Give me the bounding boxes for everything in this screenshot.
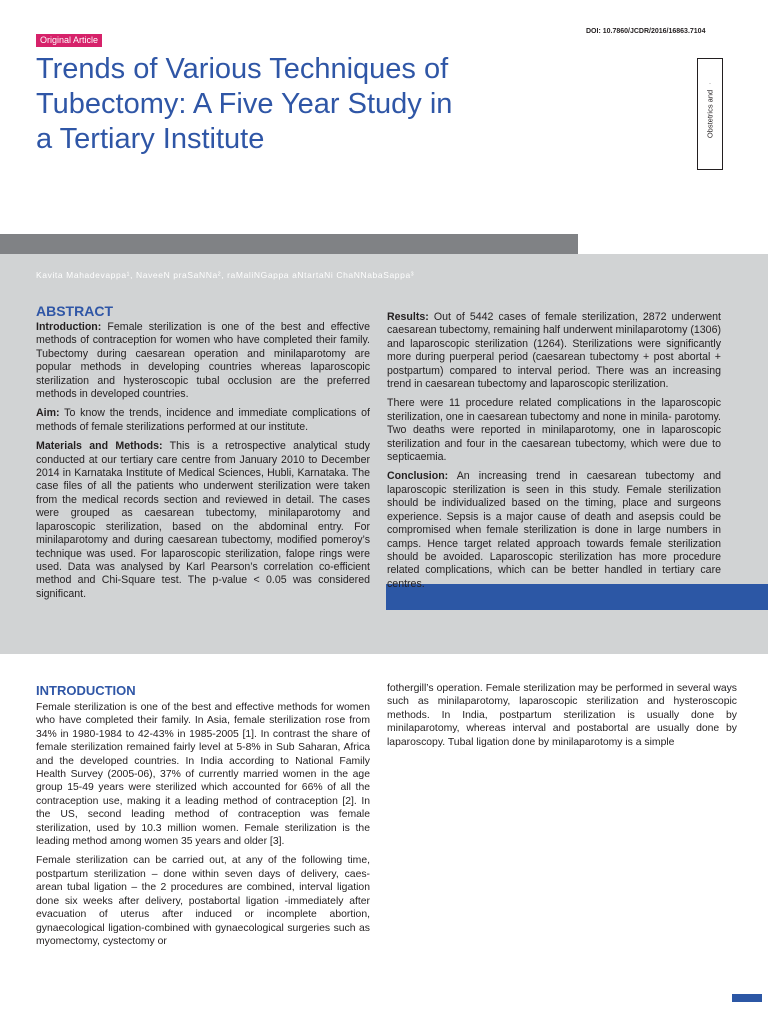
abstract-introduction <box>36 321 370 401</box>
introduction-right-column <box>387 682 737 755</box>
abstract-aim-label: Aim: <box>36 407 60 420</box>
header-divider-bar <box>0 234 578 254</box>
section-side-tab <box>697 58 723 170</box>
abstract-aim-text: To know the trends, incidence and immediate complications of methods of female sterilizations performed at our institute. <box>36 407 370 433</box>
abstract-introduction-text: Female sterilization is one of the best and effective methods of contraception for women who have completed their family. Tubectomy during caesarean operation and minilaparotomy are popular methods in developing countries whereas laparoscopic sterilization and hysteroscopic tubal occlusion are the preferred methods in developed countries. <box>36 321 370 401</box>
article-type-badge: Original Article <box>36 34 102 47</box>
abstract-results-label: Results: <box>387 311 429 323</box>
abstract-results <box>387 311 721 391</box>
introduction-paragraph-1: Female sterilization is one of the best and effective methods for women who have completed their family. In Asia, female sterilization rose from 34% in 1980-1984 to 42-43% in 1985-2005 [1]. In contrast the share of female sterilization remained fairly level at 5-8% in Sub Saharan, Africa and the developed countries. In India according to National Family Health Survey (2005-06), 37% of currently married women in the age group 15-49 years were sterilized which accounted for 66% of all the contraception use, making it a leading method of contraception [2]. In the US, second leading method of contraception was female sterilization, used by 10.3 million women. Female sterilization is the leading method among women 35 years and older [3]. <box>36 702 370 848</box>
footer-accent-mark <box>732 994 762 1002</box>
abstract-left-column <box>36 321 370 607</box>
doi-label: DOI: 10.7860/JCDR/2016/16863.7104 <box>586 28 706 35</box>
introduction-heading: INTRODUCTION <box>36 683 136 698</box>
section-side-tab-label: Obstetrics and <box>705 89 715 139</box>
abstract-heading: ABSTRACT <box>36 303 113 319</box>
introduction-paragraph-3: fothergill’s operation. Female sterilization may be performed in several ways such as minilaparotomy, laparoscopic sterilization and hysteroscopic methods. In India, postpartum sterilization is usually done by minilaparotomy, whereas interval and postabortal are usually done by laparoscopy. Tubal ligation done by minilaparotomy is a simple <box>387 683 737 748</box>
introduction-paragraph-2: Female sterilization can be carried out, at any of the following time, postpartum sterilization – done within seven days of delivery, caes- arean tubal ligation – the 2 procedures are combined, interval ligation done six weeks after delivery, postabortal ligation -immediately after evacuation of uterus after induced or incomplete abortion, gynaecological ligation-combined with gynaecological surgeries such as myomectomy, cystectomy or <box>36 855 370 947</box>
abstract-methods-text: This is a retrospective analytical study conducted at our tertiary care centre from January 2010 to December 2014 in Karnataka Institute of Medical Sciences, Hubli, Karnataka. The case files of all the patients who underwent sterilization were taken from the medical records section and reviewed in detail. The cases were grouped as caesarean tubectomy, minilaparotomy and laparoscopic sterilization, based on the abdominal entry. For minilaparotomy and during caesarean tubectomy, modified pomeroy’s technique was used. For laparoscopic sterilization, falope rings were used. Data was analysed by Karl Pearson’s correlation co-efficient method and Chi-Square test. The p-value < 0.05 was considered significant. <box>36 440 370 600</box>
abstract-introduction-label: Introduction: <box>36 321 102 333</box>
abstract-aim <box>36 407 370 434</box>
abstract-results-continued: There were 11 procedure related complications in the laparoscopic sterilization, one in caesarean tubectomy and none in minila- parotomy. Two deaths were reported in minilaparotomy, one in laparoscopic sterilization and four in the caesarean tubectomy, which were due to septicaemia. <box>387 397 721 464</box>
abstract-conclusion-label: Conclusion: <box>387 470 449 483</box>
abstract-right-column <box>387 311 721 597</box>
article-title: Trends of Various Techniques of Tubectomy: A Five Year Study in a Tertiary Institute <box>36 53 453 155</box>
section-side-tab-mark: · <box>709 81 711 87</box>
introduction-left-column <box>36 701 370 954</box>
abstract-conclusion <box>387 470 721 591</box>
author-list: Kavita Mahadevappa¹, NaveeN praSaNNa², raMaliNGappa aNtartaNi ChaNNabaSappa³ <box>36 270 415 280</box>
abstract-methods <box>36 440 370 601</box>
abstract-results-text: Out of 5442 cases of female sterilization, 2872 underwent caesarean tubectomy, remaining half underwent minilaparotomy (1306) and laparoscopic sterilization (1264). Sterilizations were significantly more during puerperal period (caesarean tubectomy + post abortal + postpartum) compared to interval period. There was an increasing trend in caesarean tubectomy and laparoscopic sterilization. <box>387 311 721 391</box>
abstract-conclusion-text: An increasing trend in caesarean tubectomy and laparoscopic sterilization is seen in this study. Female sterilization should be individualized based on the timing, place and surgeons experience. Sepsis is a major cause of death and asepsis could be compromised when female sterilization is done in large numbers in camps. Hence target related approach towards female sterilization should be avoided. Laparoscopic sterilization has more procedure related complications, which can be better handled in tertiary care centres. <box>387 470 721 590</box>
abstract-methods-label: Materials and Methods: <box>36 440 163 453</box>
